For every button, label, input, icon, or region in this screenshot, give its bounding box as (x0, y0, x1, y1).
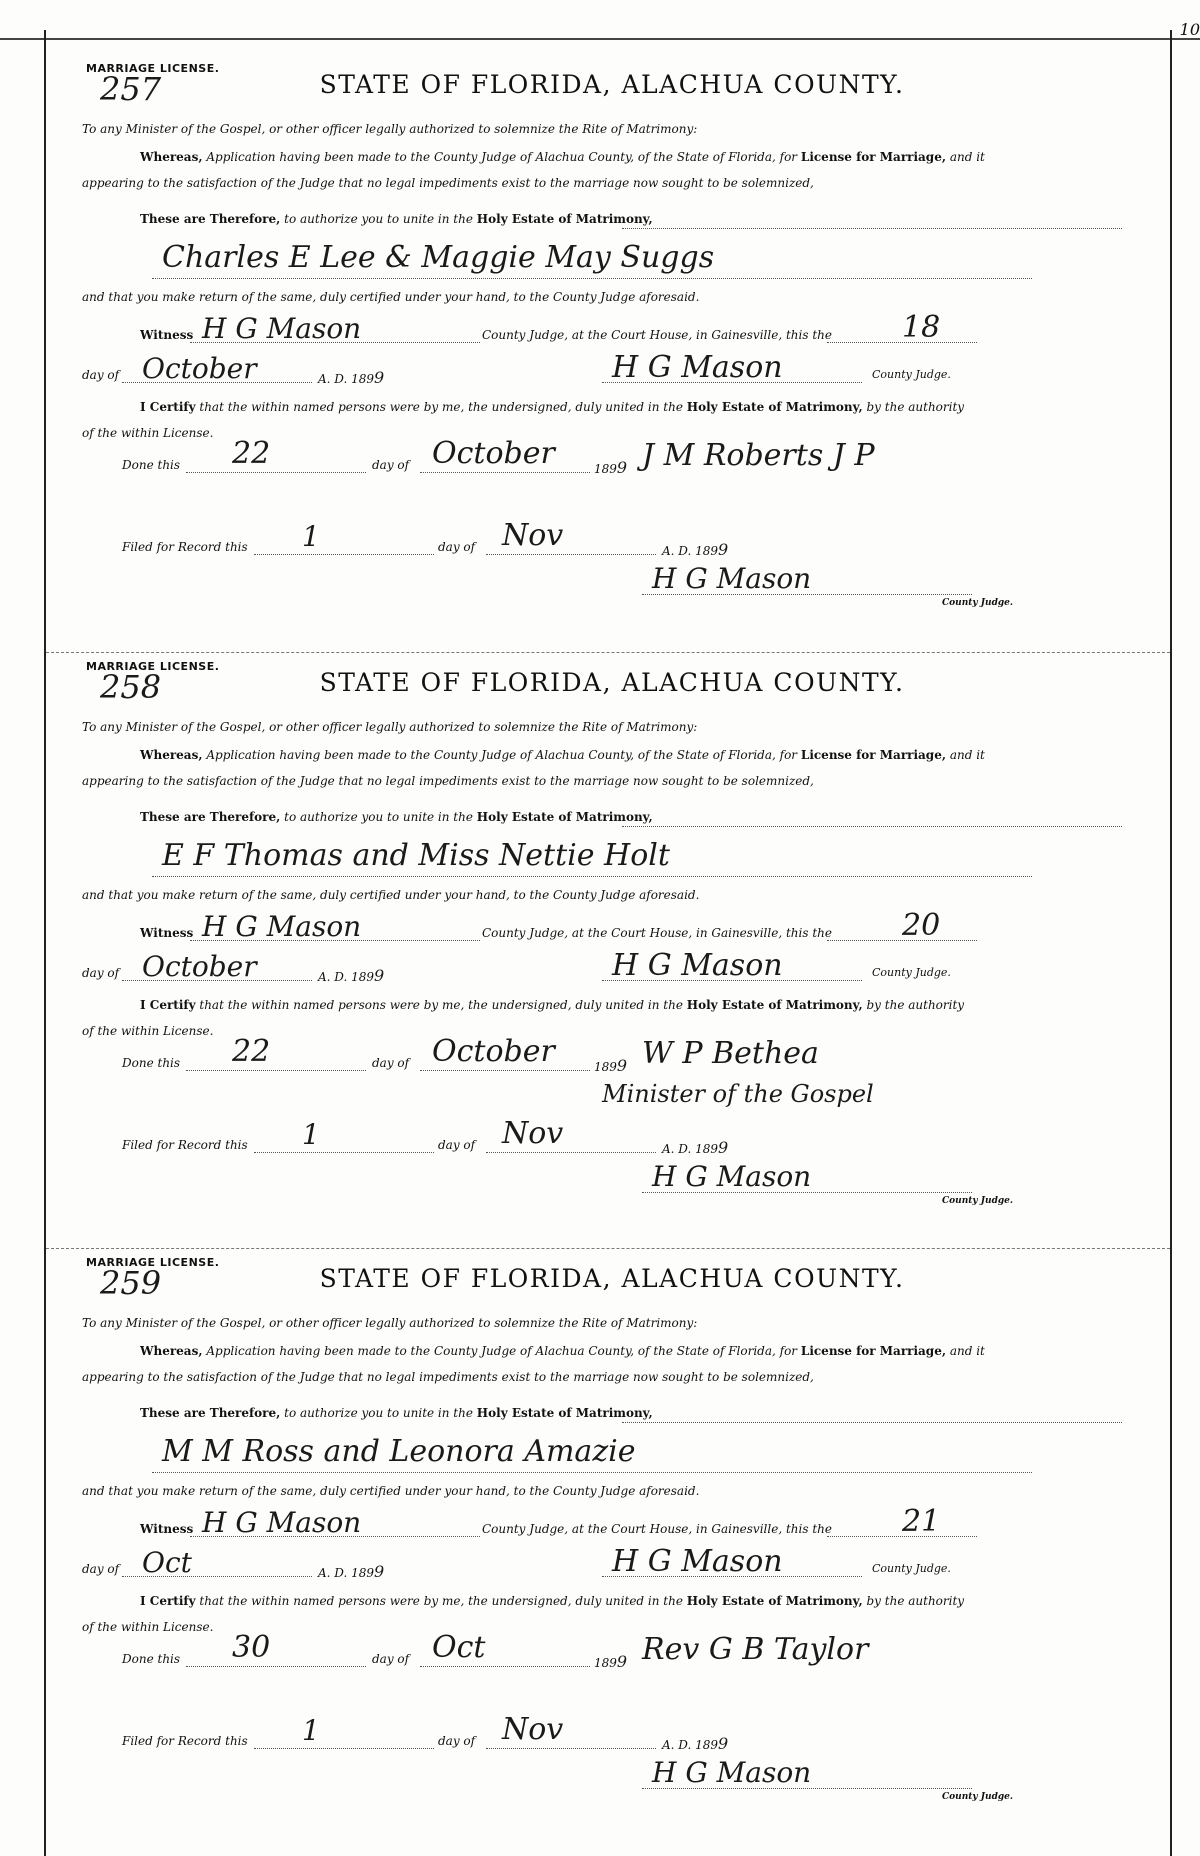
witness-signature: H G Mason (202, 910, 362, 943)
filed-label: Filed for Record this (122, 1734, 248, 1748)
filed-month: Nov (502, 1116, 564, 1151)
county-judge-small-label: County Judge. (942, 1792, 1014, 1802)
marriage-license-record (82, 660, 1142, 1230)
dotted-fill (827, 342, 977, 343)
done-year-label: 1899 (594, 1056, 628, 1075)
dotted-fill (486, 554, 656, 555)
witness-day: 21 (902, 1504, 941, 1539)
dotted-fill (642, 1192, 972, 1193)
filed-label: Filed for Record this (122, 540, 248, 554)
ad-label: A. D. 1899 (318, 368, 385, 387)
license-label: MARRIAGE LICENSE. (86, 62, 220, 75)
dotted-fill (186, 1070, 366, 1071)
issue-month: Oct (142, 1546, 192, 1579)
done-day-of-label: day of (372, 1652, 410, 1666)
done-this-label: Done this (122, 458, 181, 472)
dotted-fill (602, 980, 862, 981)
filed-day: 1 (302, 520, 320, 553)
dotted-fill (622, 826, 1122, 827)
witness-label: Witness (140, 926, 194, 940)
dotted-fill (486, 1748, 656, 1749)
witness-label: Witness (140, 1522, 194, 1536)
dotted-fill (602, 1576, 862, 1577)
county-judge-label: County Judge. (872, 368, 951, 381)
marriage-license-record (82, 62, 1142, 632)
filed-ad-label: A. D. 1899 (662, 1138, 729, 1157)
dotted-fill (122, 1576, 312, 1577)
top-border (0, 38, 1200, 40)
done-day: 22 (232, 1034, 271, 1069)
dotted-fill (122, 980, 312, 981)
judge-signature: H G Mason (612, 1544, 783, 1579)
dotted-fill (122, 382, 312, 383)
court-house-text: County Judge, at the Court House, in Gainesville, this the (482, 926, 832, 940)
filed-signature: H G Mason (652, 562, 812, 595)
whereas-line: Whereas, Application having been made to the County Judge of Alachua County, of the State of Florida, for License for Marriage, and it (140, 1344, 985, 1358)
whereas-line: Whereas, Application having been made to the County Judge of Alachua County, of the State of Florida, for License for Marriage, and it (140, 748, 985, 762)
dotted-fill (486, 1152, 656, 1153)
within-license-line: of the within License. (82, 1024, 214, 1038)
county-judge-label: County Judge. (872, 966, 951, 979)
filed-month: Nov (502, 1712, 564, 1747)
issue-month: October (142, 352, 257, 385)
license-title: STATE OF FLORIDA, ALACHUA COUNTY. (319, 1264, 905, 1293)
license-title: STATE OF FLORIDA, ALACHUA COUNTY. (319, 70, 905, 99)
within-license-line: of the within License. (82, 1620, 214, 1634)
return-line: and that you make return of the same, duly certified under your hand, to the County Judge aforesaid. (82, 1484, 700, 1498)
these-are-line: These are Therefore, to authorize you to unite in the Holy Estate of Matrimony, (140, 212, 653, 226)
filed-day-of-label: day of (438, 1734, 476, 1748)
dotted-fill (622, 1422, 1122, 1423)
return-line: and that you make return of the same, duly certified under your hand, to the County Judge aforesaid. (82, 290, 700, 304)
license-label: MARRIAGE LICENSE. (86, 1256, 220, 1269)
return-line: and that you make return of the same, duly certified under your hand, to the County Judge aforesaid. (82, 888, 700, 902)
done-this-label: Done this (122, 1056, 181, 1070)
filed-day: 1 (302, 1714, 320, 1747)
done-month: October (432, 1034, 555, 1069)
filed-ad-label: A. D. 1899 (662, 1734, 729, 1753)
court-house-text: County Judge, at the Court House, in Gainesville, this the (482, 328, 832, 342)
ad-label: A. D. 1899 (318, 966, 385, 985)
judge-signature: H G Mason (612, 350, 783, 385)
ad-label: A. D. 1899 (318, 1562, 385, 1581)
record-separator (46, 1248, 1170, 1249)
page-marker: 10 (1179, 20, 1200, 39)
officiant-signature: Rev G B Taylor (642, 1632, 869, 1667)
appearing-line: appearing to the satisfaction of the Judge that no legal impediments exist to the marriage now sought to be solemnized, (82, 176, 814, 190)
county-judge-small-label: County Judge. (942, 1196, 1014, 1206)
right-margin-rule (1170, 30, 1172, 1856)
dotted-fill (190, 1536, 480, 1537)
county-judge-small-label: County Judge. (942, 598, 1014, 608)
day-of-label: day of (82, 368, 120, 382)
whereas-line: Whereas, Application having been made to the County Judge of Alachua County, of the State of Florida, for License for Marriage, and it (140, 150, 985, 164)
marriage-license-record (82, 1256, 1142, 1826)
license-title: STATE OF FLORIDA, ALACHUA COUNTY. (319, 668, 905, 697)
officiant-signature: W P Bethea (642, 1036, 819, 1071)
parties-names: E F Thomas and Miss Nettie Holt (162, 838, 670, 873)
these-are-line: These are Therefore, to authorize you to unite in the Holy Estate of Matrimony, (140, 1406, 653, 1420)
dotted-fill (190, 342, 480, 343)
license-number: 259 (100, 1264, 162, 1302)
done-day-of-label: day of (372, 458, 410, 472)
dotted-fill (420, 1070, 590, 1071)
court-house-text: County Judge, at the Court House, in Gainesville, this the (482, 1522, 832, 1536)
dotted-fill (254, 1748, 434, 1749)
judge-signature: H G Mason (612, 948, 783, 983)
dotted-fill (420, 1666, 590, 1667)
dotted-fill (152, 278, 1032, 279)
day-of-label: day of (82, 1562, 120, 1576)
officiant-signature: J M Roberts J P (642, 438, 875, 473)
filed-day-of-label: day of (438, 1138, 476, 1152)
day-of-label: day of (82, 966, 120, 980)
witness-day: 18 (902, 310, 941, 345)
dotted-fill (827, 1536, 977, 1537)
within-license-line: of the within License. (82, 426, 214, 440)
left-margin-rule (44, 30, 46, 1856)
appearing-line: appearing to the satisfaction of the Judge that no legal impediments exist to the marriage now sought to be solemnized, (82, 1370, 814, 1384)
parties-names: M M Ross and Leonora Amazie (162, 1434, 636, 1469)
done-day: 30 (232, 1630, 271, 1665)
dotted-fill (152, 1472, 1032, 1473)
witness-label: Witness (140, 328, 194, 342)
done-day-of-label: day of (372, 1056, 410, 1070)
certify-line: I Certify that the within named persons were by me, the undersigned, duly united in the Holy Estate of Matrimony, by the authority (140, 998, 965, 1012)
certify-line: I Certify that the within named persons were by me, the undersigned, duly united in the Holy Estate of Matrimony, by the authority (140, 1594, 965, 1608)
issue-month: October (142, 950, 257, 983)
dotted-fill (622, 228, 1122, 229)
dotted-fill (642, 1788, 972, 1789)
salutation: To any Minister of the Gospel, or other officer legally authorized to solemnize the Rite of Matrimony: (82, 122, 698, 136)
dotted-fill (190, 940, 480, 941)
dotted-fill (152, 876, 1032, 877)
salutation: To any Minister of the Gospel, or other officer legally authorized to solemnize the Rite of Matrimony: (82, 1316, 698, 1330)
done-year-label: 1899 (594, 458, 628, 477)
dotted-fill (827, 940, 977, 941)
filed-day-of-label: day of (438, 540, 476, 554)
county-judge-label: County Judge. (872, 1562, 951, 1575)
salutation: To any Minister of the Gospel, or other officer legally authorized to solemnize the Rite of Matrimony: (82, 720, 698, 734)
filed-label: Filed for Record this (122, 1138, 248, 1152)
filed-month: Nov (502, 518, 564, 553)
these-are-line: These are Therefore, to authorize you to unite in the Holy Estate of Matrimony, (140, 810, 653, 824)
license-number: 258 (100, 668, 162, 706)
done-year-label: 1899 (594, 1652, 628, 1671)
parties-names: Charles E Lee & Maggie May Suggs (162, 240, 715, 275)
filed-signature: H G Mason (652, 1756, 812, 1789)
dotted-fill (642, 594, 972, 595)
certify-line: I Certify that the within named persons were by me, the undersigned, duly united in the Holy Estate of Matrimony, by the authority (140, 400, 965, 414)
dotted-fill (254, 1152, 434, 1153)
dotted-fill (602, 382, 862, 383)
done-month: October (432, 436, 555, 471)
appearing-line: appearing to the satisfaction of the Judge that no legal impediments exist to the marriage now sought to be solemnized, (82, 774, 814, 788)
done-month: Oct (432, 1630, 486, 1665)
dotted-fill (254, 554, 434, 555)
dotted-fill (186, 472, 366, 473)
dotted-fill (186, 1666, 366, 1667)
officiant-title: Minister of the Gospel (602, 1080, 874, 1108)
done-this-label: Done this (122, 1652, 181, 1666)
witness-signature: H G Mason (202, 312, 362, 345)
witness-signature: H G Mason (202, 1506, 362, 1539)
dotted-fill (420, 472, 590, 473)
filed-ad-label: A. D. 1899 (662, 540, 729, 559)
filed-day: 1 (302, 1118, 320, 1151)
record-separator (46, 652, 1170, 653)
witness-day: 20 (902, 908, 941, 943)
license-number: 257 (100, 70, 162, 108)
license-label: MARRIAGE LICENSE. (86, 660, 220, 673)
filed-signature: H G Mason (652, 1160, 812, 1193)
done-day: 22 (232, 436, 271, 471)
